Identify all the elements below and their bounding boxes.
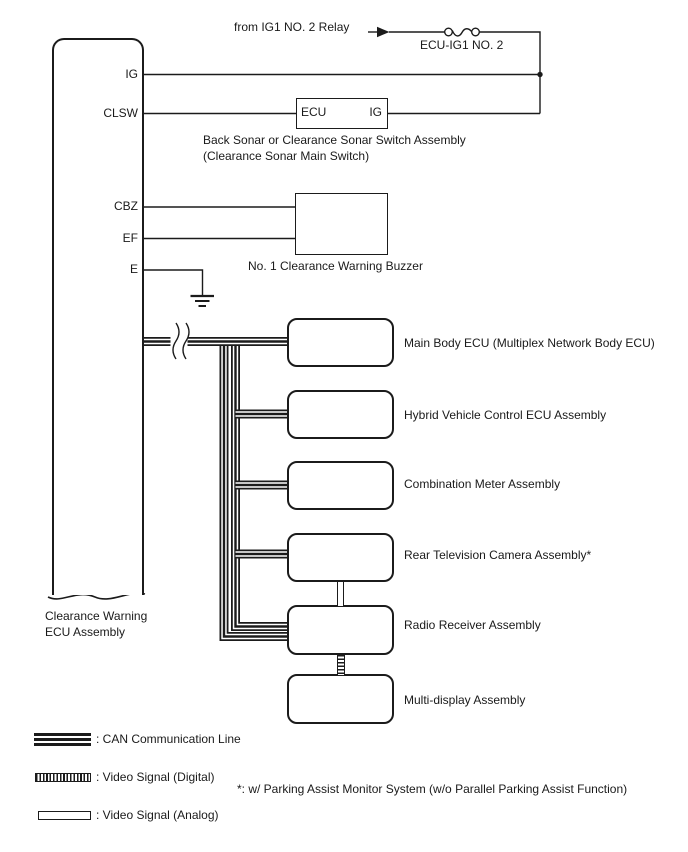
device-label-hybrid-control-ecu: Hybrid Vehicle Control ECU Assembly [404, 408, 607, 422]
device-label-combination-meter: Combination Meter Assembly [404, 477, 561, 491]
device-box-rear-camera [287, 533, 394, 582]
pin-label-cbz: CBZ [114, 199, 138, 213]
junction-dot [537, 72, 542, 77]
e-wire [144, 270, 203, 296]
device-label-rear-camera: Rear Television Camera Assembly* [404, 548, 592, 562]
legend-can-label: : CAN Communication Line [96, 732, 241, 746]
buzzer-label: No. 1 Clearance Warning Buzzer [248, 259, 423, 273]
clearance-warning-ecu-box [52, 38, 144, 595]
sonar-switch-caption-line1: Back Sonar or Clearance Sonar Switch Assembly [203, 133, 466, 147]
pin-label-ef: EF [122, 231, 138, 245]
device-label-main-body-ecu: Main Body ECU (Multiplex Network Body ECU) [404, 336, 655, 350]
legend-can-swatch [34, 733, 91, 746]
sonar-switch-pin-ig: IG [369, 105, 382, 119]
ecu-name [45, 608, 147, 640]
buzzer-box [295, 193, 388, 255]
sonar-switch-caption [203, 132, 466, 164]
power-source-label: from IG1 NO. 2 Relay [234, 20, 350, 34]
video-analog-connector [337, 582, 344, 606]
ground-icon [191, 296, 215, 306]
ecu-name-line2: ECU Assembly [45, 625, 126, 639]
arrowhead-icon [377, 27, 390, 37]
pin-label-ig: IG [125, 67, 138, 81]
legend-analog-label: : Video Signal (Analog) [96, 808, 219, 822]
can-network [143, 323, 288, 637]
fuse-icon [445, 28, 480, 36]
fuse-label: ECU-IG1 NO. 2 [420, 38, 504, 52]
pin-label-clsw: CLSW [103, 106, 138, 120]
pin-label-e: E [129, 262, 138, 276]
sonar-switch-caption-line2: (Clearance Sonar Main Switch) [203, 149, 370, 163]
footnote: *: w/ Parking Assist Monitor System (w/o Parallel Parking Assist Function) [237, 782, 628, 796]
device-box-main-body-ecu [287, 318, 394, 367]
device-box-hybrid-control-ecu [287, 390, 394, 439]
device-label-radio-receiver: Radio Receiver Assembly [404, 618, 541, 632]
device-label-multi-display: Multi-display Assembly [404, 693, 526, 707]
sonar-switch-pin-ecu: ECU [301, 105, 327, 119]
ecu-name-line1: Clearance Warning [45, 609, 148, 623]
legend-digital-label: : Video Signal (Digital) [96, 770, 215, 784]
sonar-switch-box [296, 98, 388, 129]
device-box-multi-display [287, 674, 394, 724]
legend-digital-swatch [35, 773, 91, 782]
line-break-icon [171, 323, 190, 359]
device-box-combination-meter [287, 461, 394, 510]
legend-analog-swatch [38, 811, 91, 820]
device-box-radio-receiver [287, 605, 394, 655]
video-digital-connector [337, 655, 346, 675]
